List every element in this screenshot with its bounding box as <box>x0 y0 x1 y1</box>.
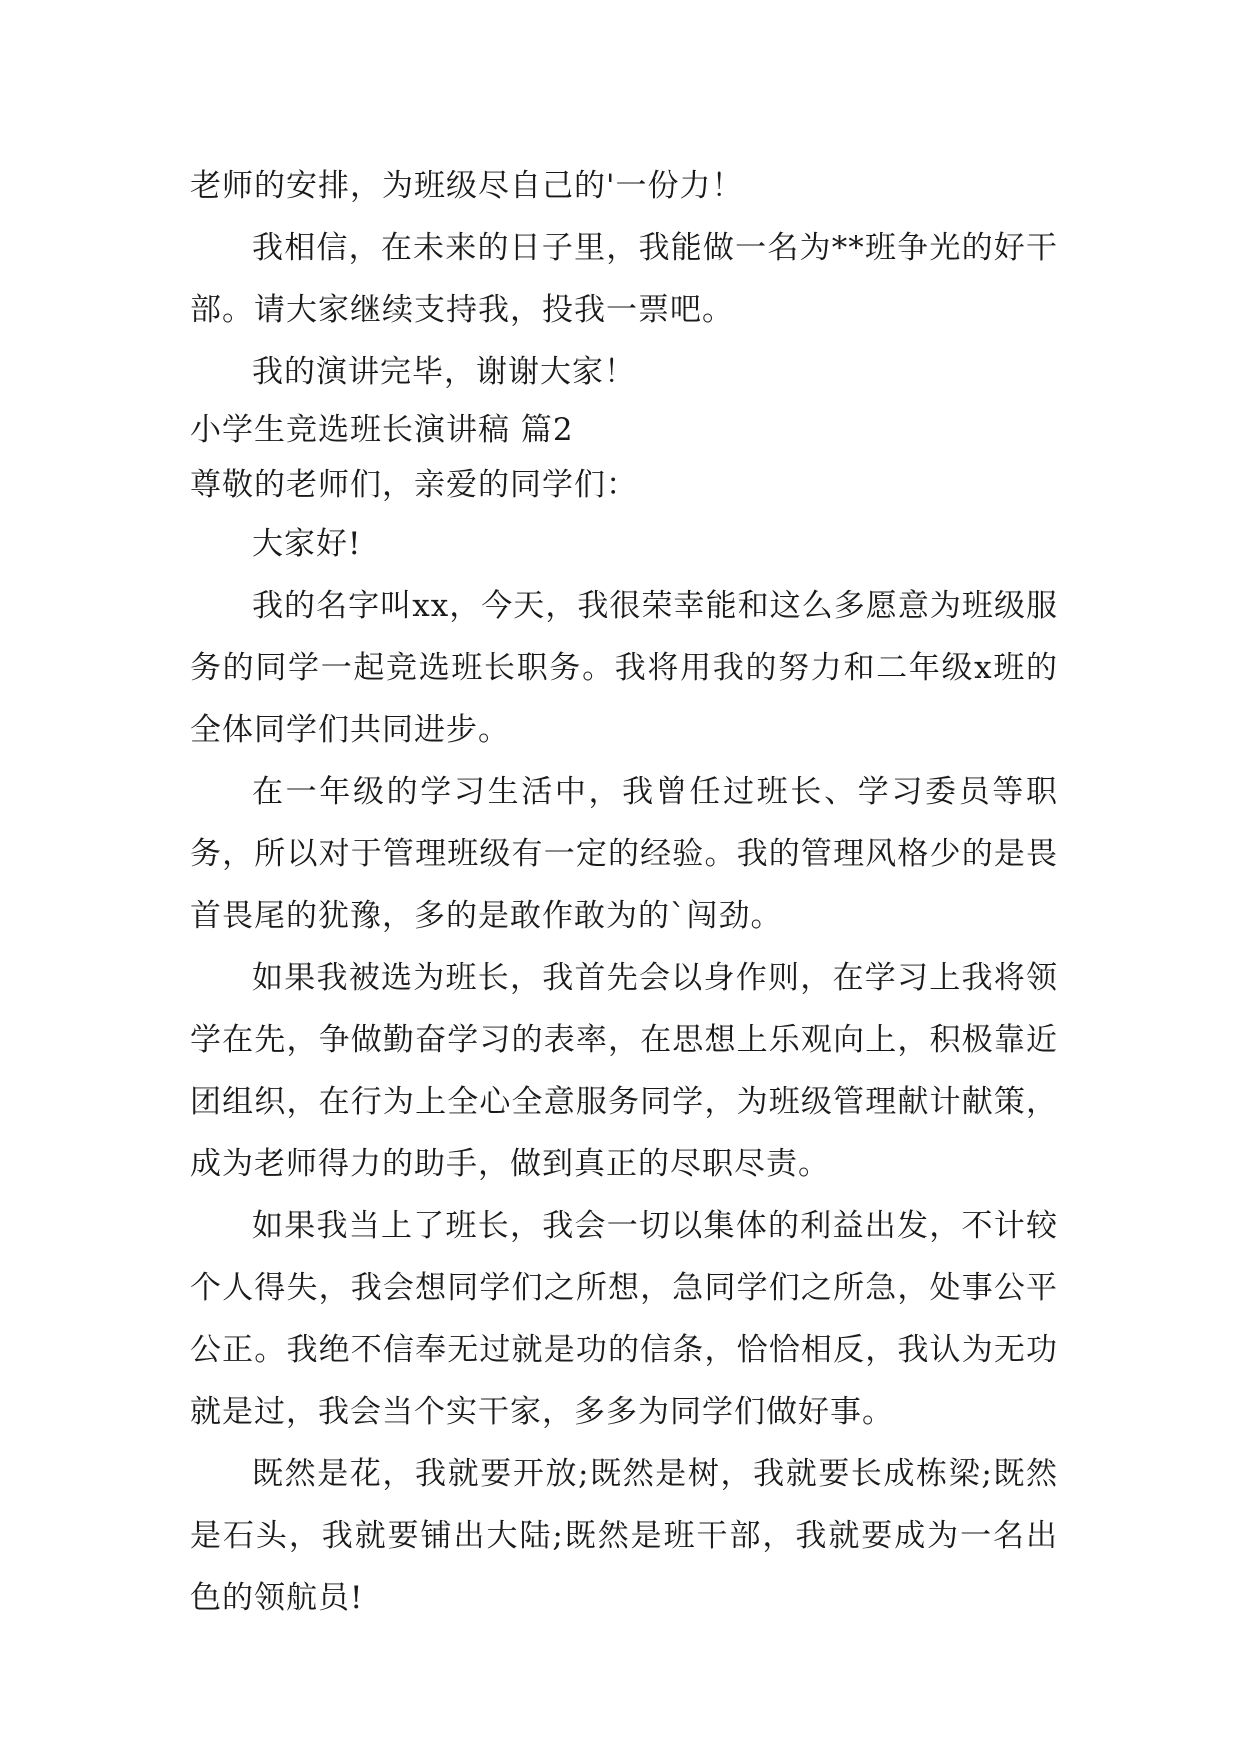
greeting: 大家好! <box>252 526 362 562</box>
paragraph: 我相信，在未来的日子里，我能做一名为**班争光的好干部。请大家继续支持我，投我一票吧。 <box>190 230 1058 328</box>
paragraph-continuation: 老师的安排，为班级尽自己的'一份力！ <box>190 168 744 204</box>
paragraph: 在一年级的学习生活中，我曾任过班长、学习委员等职务，所以对于管理班级有一定的经验。我的管理风格少的是畏首畏尾的犹豫，多的是敢作敢为的`闯劲。 <box>190 774 1058 934</box>
document-body <box>190 155 1058 1629</box>
paragraph: 如果我被选为班长，我首先会以身作则，在学习上我将领学在先，争做勤奋学习的表率，在思想上乐观向上，积极靠近团组织，在行为上全心全意服务同学，为班级管理献计献策，成为老师得力的助手，做到真正的尽职尽责。 <box>190 960 1058 1182</box>
section-heading: 小学生竞选班长演讲稿 篇2 <box>190 412 574 448</box>
paragraph: 我的演讲完毕，谢谢大家！ <box>252 354 636 390</box>
paragraph: 既然是花，我就要开放;既然是树，我就要长成栋梁;既然是石头，我就要铺出大陆;既然是班干部，我就要成为一名出色的领航员! <box>190 1456 1058 1616</box>
paragraph: 如果我当上了班长，我会一切以集体的利益出发，不计较个人得失，我会想同学们之所想，急同学们之所急，处事公平公正。我绝不信奉无过就是功的信条，恰恰相反，我认为无功就是过，我会当个实干家，多多为同学们做好事。 <box>190 1208 1058 1430</box>
salutation: 尊敬的老师们，亲爱的同学们： <box>190 467 638 503</box>
paragraph: 我的名字叫xx，今天，我很荣幸能和这么多愿意为班级服务的同学一起竞选班长职务。我将用我的努力和二年级x班的全体同学们共同进步。 <box>190 588 1058 748</box>
